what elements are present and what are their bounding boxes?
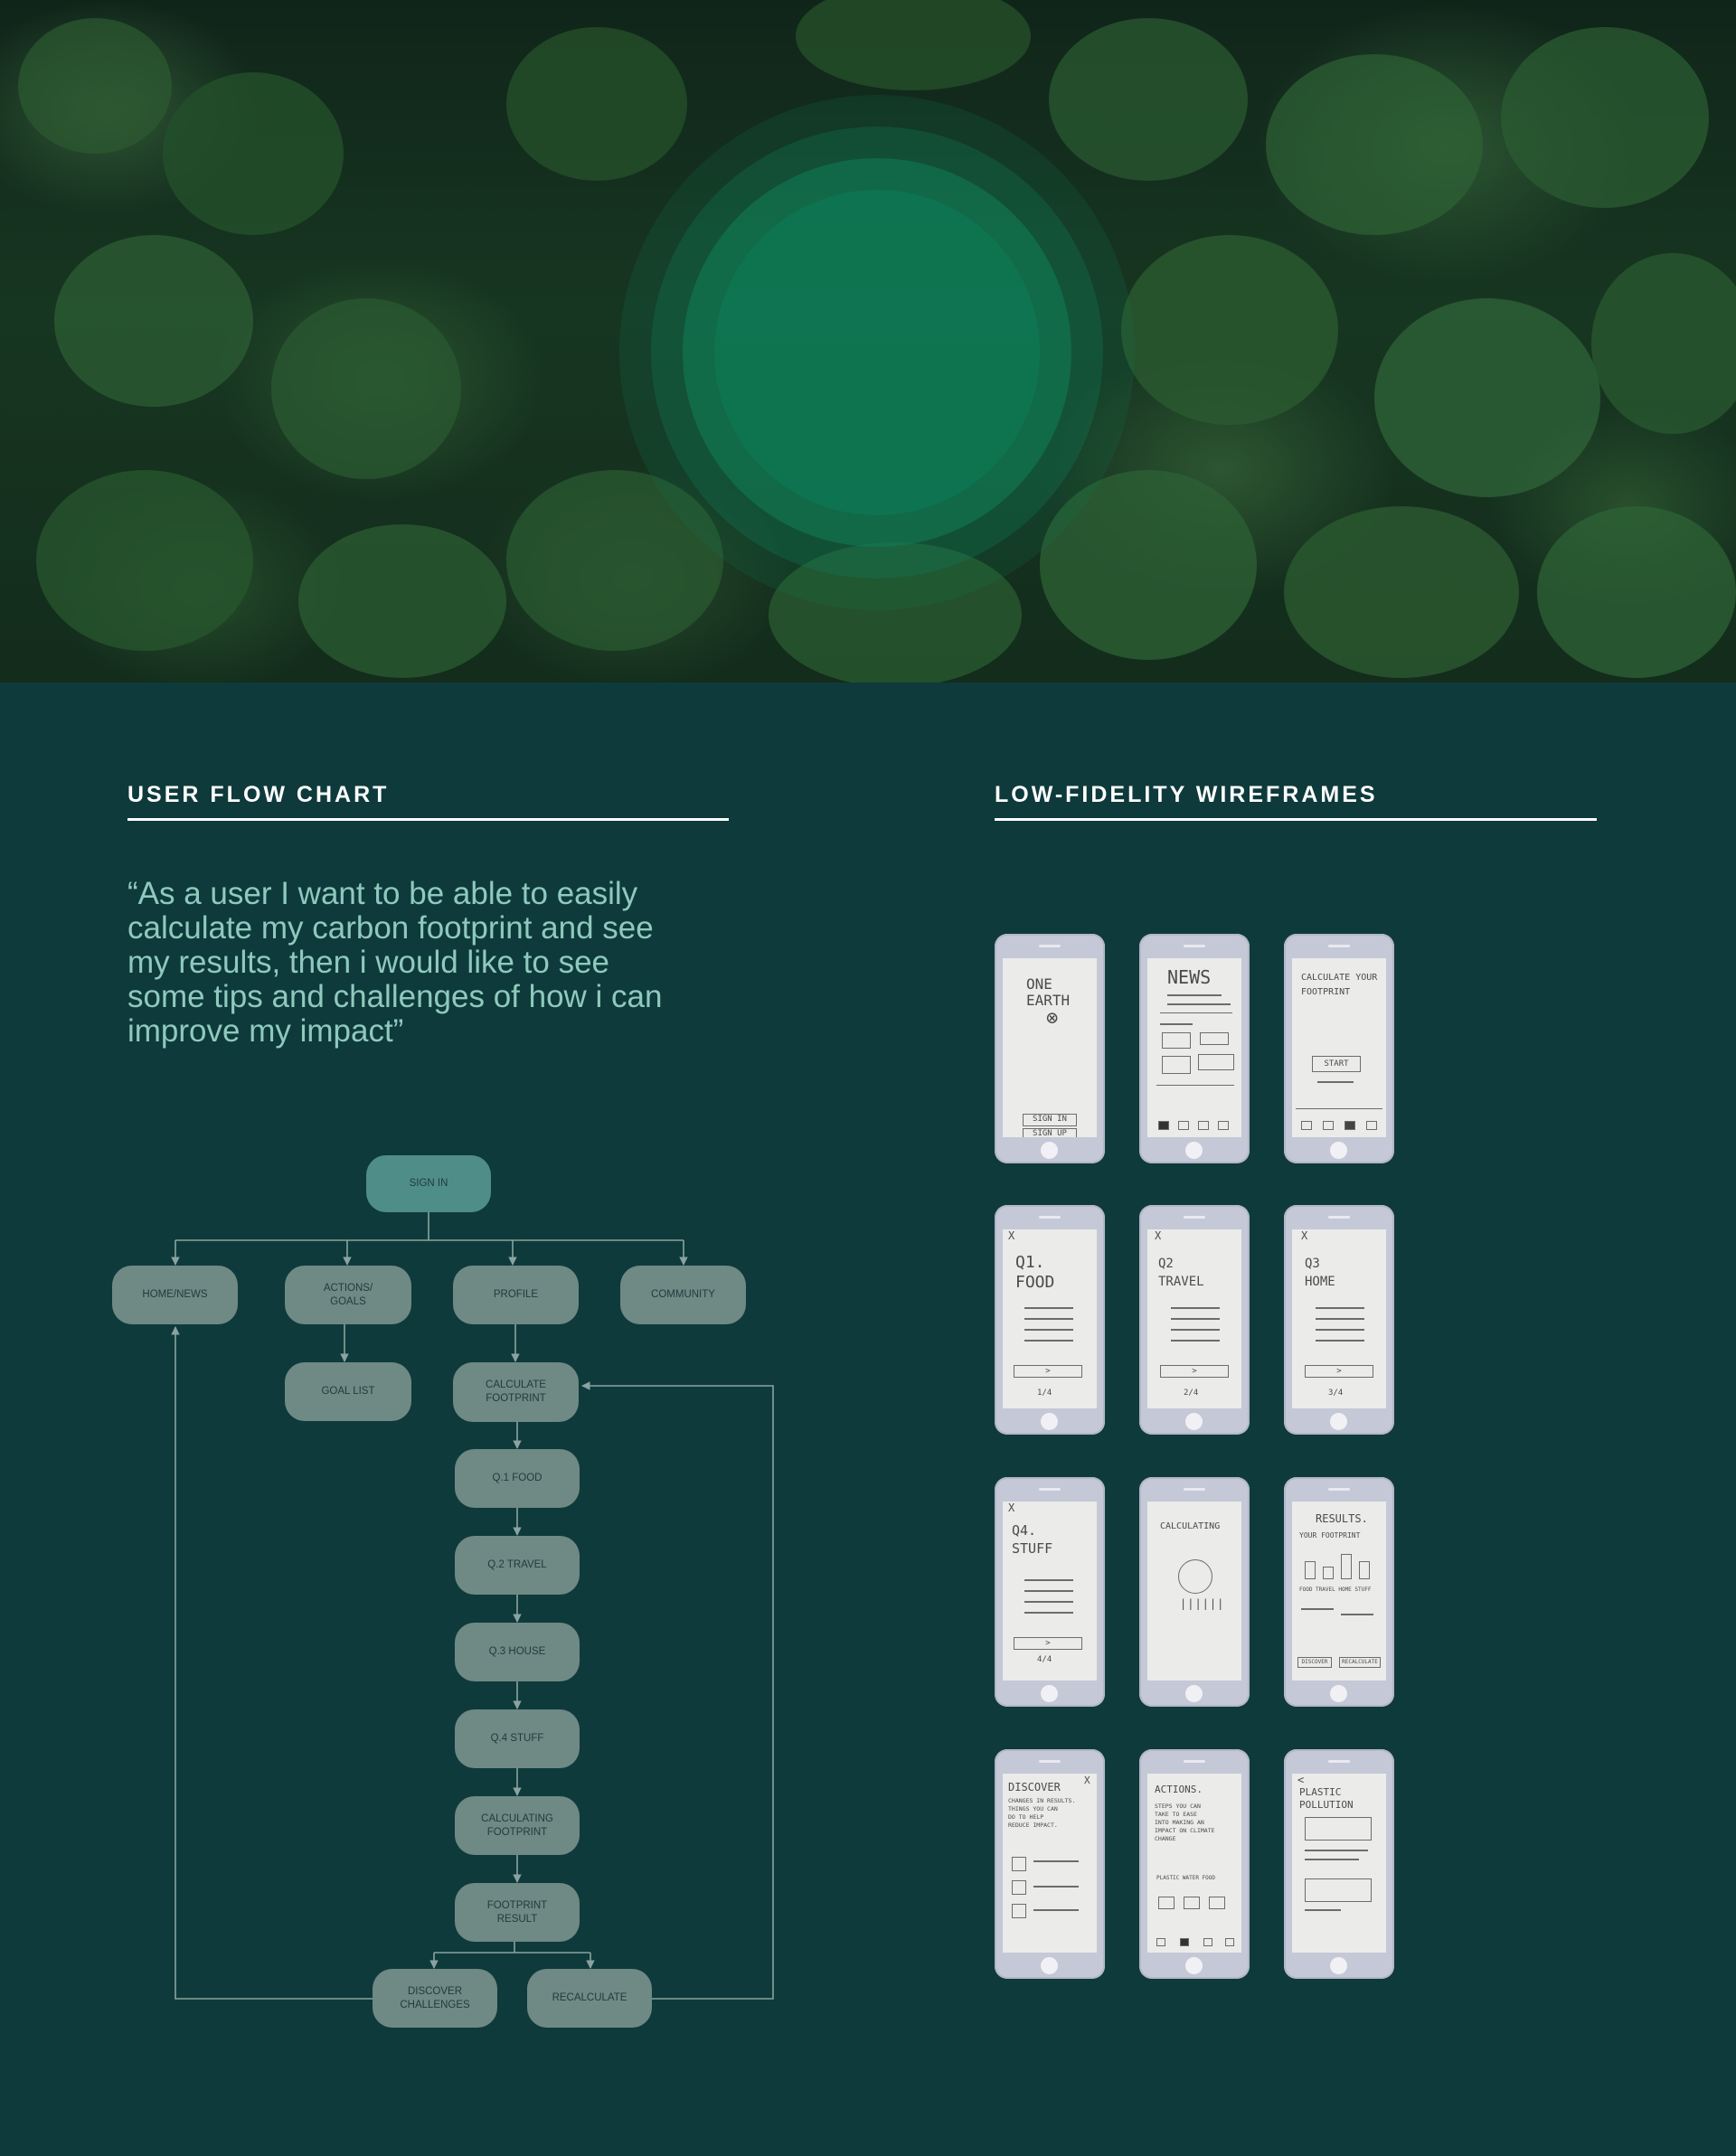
wireframe-title: ACTIONS.	[1155, 1784, 1203, 1795]
sketch-divider	[1156, 1085, 1234, 1086]
sketch-next-button: >	[1160, 1365, 1229, 1378]
phone-home-button	[1041, 1142, 1058, 1159]
wireframe-phone-actions	[1139, 1749, 1250, 1979]
wireframes-heading: LOW-FIDELITY WIREFRAMES	[995, 782, 1378, 807]
sketch-image-box	[1305, 1878, 1372, 1902]
sketch-line	[1024, 1579, 1073, 1581]
sketch-divider	[1296, 1108, 1382, 1109]
flow-node-recalculate: RECALCULATE	[527, 1969, 652, 2028]
sketch-recalculate-button: RECALCULATE	[1339, 1657, 1381, 1668]
flow-node-calculate-footprint: CALCULATE FOOTPRINT	[453, 1362, 579, 1422]
wireframe-phone-news	[1139, 934, 1250, 1163]
tree-canopy	[1501, 27, 1709, 208]
wireframe-screen	[1003, 1502, 1097, 1681]
phone-home-button	[1041, 1413, 1058, 1430]
wireframe-title: NEWS	[1167, 966, 1212, 988]
hero-forest-image	[0, 0, 1736, 683]
phone-speaker	[1328, 1760, 1350, 1763]
phone-speaker	[1184, 1488, 1205, 1491]
sketch-line	[1033, 1886, 1079, 1888]
sketch-tab-icon	[1344, 1121, 1355, 1130]
wireframe-title: Q1. FOOD	[1015, 1253, 1055, 1292]
sketch-tab-icon	[1225, 1938, 1234, 1946]
tree-canopy	[1537, 506, 1736, 678]
phone-speaker	[1328, 945, 1350, 947]
sketch-image-box	[1184, 1897, 1200, 1909]
wireframe-screen	[1003, 1229, 1097, 1408]
sketch-image-box	[1162, 1032, 1191, 1049]
sketch-tab-icon	[1323, 1121, 1334, 1130]
wireframe-screen	[1292, 1774, 1386, 1953]
wireframe-title: Q3 HOME	[1305, 1257, 1335, 1289]
flow-node-home-news: HOME/NEWS	[112, 1266, 238, 1324]
wireframe-phone-plastic-pollution	[1284, 1749, 1394, 1979]
sketch-body-text: STEPS YOU CAN TAKE TO EASE INTO MAKING AN IMPACT ON CLIMATE CHANGE	[1155, 1803, 1215, 1842]
sketch-body-text: CHANGES IN RESULTS. THINGS YOU CAN DO TO HELP REDUCE IMPACT.	[1008, 1797, 1076, 1829]
wireframe-title: PLASTIC POLLUTION	[1299, 1786, 1354, 1811]
sketch-image-box	[1012, 1904, 1026, 1918]
tree-canopy	[54, 235, 253, 407]
connector-recalculate-to-calculate	[582, 1386, 773, 1999]
phone-speaker	[1184, 945, 1205, 947]
sketch-line	[1024, 1601, 1073, 1603]
phone-speaker	[1039, 1488, 1061, 1491]
wireframe-phone-q4-stuff	[995, 1477, 1105, 1707]
wireframe-title: DISCOVER	[1008, 1781, 1061, 1794]
sketch-line	[1171, 1340, 1220, 1342]
tree-canopy	[298, 524, 506, 678]
sketch-discover-button: DISCOVER	[1297, 1657, 1332, 1668]
sketch-image-box	[1200, 1032, 1229, 1045]
flow-node-sign-in: SIGN IN	[366, 1155, 491, 1212]
flow-node-goal-list: GOAL LIST	[285, 1362, 411, 1421]
sketch-image-box	[1012, 1880, 1026, 1895]
flow-node-footprint-result: FOOTPRINT RESULT	[455, 1883, 580, 1942]
tree-canopy	[1591, 253, 1736, 434]
sketch-tab-icon	[1203, 1938, 1212, 1946]
wireframe-phone-discover	[995, 1749, 1105, 1979]
sketch-line	[1024, 1329, 1073, 1331]
phone-speaker	[1328, 1488, 1350, 1491]
sketch-image-box	[1012, 1857, 1026, 1871]
sketch-image-box	[1158, 1897, 1175, 1909]
sketch-sign-up-button: SIGN UP	[1023, 1128, 1077, 1137]
close-icon: X	[1084, 1775, 1090, 1786]
wireframe-title: CALCULATING	[1160, 1521, 1221, 1531]
sketch-line	[1033, 1909, 1079, 1911]
sketch-line	[1167, 994, 1222, 996]
sketch-bar	[1341, 1554, 1352, 1579]
sketch-image-box	[1209, 1897, 1225, 1909]
flow-node-calculating-footprint: CALCULATING FOOTPRINT	[455, 1796, 580, 1855]
wireframe-phone-calculating	[1139, 1477, 1250, 1707]
flow-node-q3-house: Q.3 HOUSE	[455, 1623, 580, 1681]
sketch-next-button: >	[1014, 1365, 1082, 1378]
globe-sketch-icon: ⊗	[1046, 1007, 1059, 1030]
wireframe-screen	[1147, 958, 1241, 1137]
flow-node-actions-goals: ACTIONS/ GOALS	[285, 1266, 411, 1324]
sketch-categories: FOOD TRAVEL HOME STUFF	[1299, 1586, 1372, 1593]
sketch-line	[1317, 1081, 1354, 1083]
phone-home-button	[1330, 1413, 1347, 1430]
sketch-line	[1033, 1860, 1079, 1862]
wireframe-phone-results	[1284, 1477, 1394, 1707]
phone-home-button	[1041, 1685, 1058, 1702]
wireframe-screen	[1147, 1774, 1241, 1953]
phone-home-button	[1330, 1957, 1347, 1974]
wireframe-title: Q2 TRAVEL	[1158, 1257, 1204, 1289]
close-icon: X	[1155, 1229, 1162, 1242]
sketch-page-indicator: 4/4	[1037, 1655, 1052, 1664]
sketch-line	[1305, 1909, 1341, 1911]
phone-speaker	[1184, 1760, 1205, 1763]
sketch-tab-icon	[1218, 1121, 1229, 1130]
sketch-tab-icon	[1301, 1121, 1312, 1130]
close-icon: X	[1301, 1229, 1308, 1242]
phone-home-button	[1041, 1957, 1058, 1974]
sketch-subtitle: YOUR FOOTPRINT	[1299, 1531, 1361, 1539]
wireframe-screen	[1147, 1502, 1241, 1681]
phone-speaker	[1328, 1216, 1350, 1219]
wireframe-phone-q2-travel	[1139, 1205, 1250, 1435]
sketch-line	[1305, 1850, 1368, 1851]
tree-canopy	[1266, 54, 1483, 235]
tree-canopy	[1284, 506, 1519, 678]
wireframe-screen	[1003, 1774, 1097, 1953]
sketch-line	[1171, 1307, 1220, 1309]
sketch-line	[1316, 1340, 1364, 1342]
sketch-start-button: START	[1312, 1056, 1361, 1072]
glow-circle-core	[714, 190, 1040, 515]
sketch-next-button: >	[1305, 1365, 1373, 1378]
phone-home-button	[1330, 1685, 1347, 1702]
sketch-tab-icon	[1180, 1938, 1189, 1946]
flow-node-profile: PROFILE	[453, 1266, 579, 1324]
flow-node-q1-food: Q.1 FOOD	[455, 1449, 580, 1508]
wireframe-title: RESULTS.	[1316, 1512, 1368, 1525]
phone-home-button	[1185, 1957, 1203, 1974]
wireframe-screen	[1292, 1502, 1386, 1681]
sketch-next-button: >	[1014, 1637, 1082, 1650]
sketch-line	[1024, 1318, 1073, 1320]
user-flow-chart-heading: USER FLOW CHART	[127, 782, 390, 807]
tree-canopy	[1049, 18, 1248, 181]
sketch-tab-icon	[1158, 1121, 1169, 1130]
sketch-line	[1024, 1307, 1073, 1309]
wireframe-phone-q1-food	[995, 1205, 1105, 1435]
sketch-divider	[1160, 1012, 1232, 1013]
phone-speaker	[1039, 1216, 1061, 1219]
sketch-line	[1316, 1318, 1364, 1320]
sketch-page-indicator: 3/4	[1328, 1389, 1344, 1398]
wireframe-screen	[1292, 1229, 1386, 1408]
flow-node-q4-stuff: Q.4 STUFF	[455, 1709, 580, 1768]
sketch-line	[1171, 1318, 1220, 1320]
phone-home-button	[1185, 1142, 1203, 1159]
wireframe-phone-sign-in	[995, 934, 1105, 1163]
flow-node-community: COMMUNITY	[620, 1266, 746, 1324]
wireframe-title: Q4. STUFF	[1012, 1522, 1053, 1557]
sketch-tab-icon	[1156, 1938, 1165, 1946]
tree-canopy	[36, 470, 253, 651]
wireframe-screen	[1292, 958, 1386, 1137]
sketch-tab-icon	[1178, 1121, 1189, 1130]
tree-canopy	[271, 298, 461, 479]
user-flow-heading-rule	[127, 818, 729, 821]
connector-discover-to-home	[175, 1327, 373, 1999]
sketch-loading-circle	[1178, 1559, 1212, 1594]
phone-speaker	[1184, 1216, 1205, 1219]
sketch-tab-icon	[1366, 1121, 1377, 1130]
tree-canopy	[506, 27, 687, 181]
phone-speaker	[1039, 1760, 1061, 1763]
close-icon: X	[1008, 1229, 1015, 1242]
sketch-line	[1305, 1859, 1359, 1860]
wireframe-screen	[1003, 958, 1097, 1137]
sketch-tab-icon	[1198, 1121, 1209, 1130]
sketch-line	[1024, 1590, 1073, 1592]
sketch-line	[1316, 1307, 1364, 1309]
back-arrow-icon: <	[1297, 1774, 1305, 1786]
sketch-image-box	[1162, 1056, 1191, 1074]
sketch-bar	[1305, 1561, 1316, 1579]
sketch-line	[1316, 1329, 1364, 1331]
phone-home-button	[1185, 1413, 1203, 1430]
wireframe-screen	[1147, 1229, 1241, 1408]
wireframe-phone-q3-home	[1284, 1205, 1394, 1435]
tree-canopy	[1121, 235, 1338, 425]
flow-node-q2-travel: Q.2 TRAVEL	[455, 1536, 580, 1595]
wireframe-title: ONE EARTH	[1026, 975, 1071, 1009]
user-story-quote: “As a user I want to be able to easily calculate my carbon footprint and see my results, then i would like to see some tips and challenges of how i can improve my impact”	[127, 876, 663, 1049]
sketch-loading-lines: ||||||	[1180, 1597, 1225, 1610]
tree-canopy	[1374, 298, 1600, 497]
tree-canopy	[163, 72, 344, 235]
sketch-page-indicator: 2/4	[1184, 1389, 1199, 1398]
sketch-line	[1301, 1608, 1334, 1610]
sketch-line	[1024, 1612, 1073, 1614]
wireframes-heading-rule	[995, 818, 1597, 821]
wireframe-phone-calculate	[1284, 934, 1394, 1163]
phone-home-button	[1330, 1142, 1347, 1159]
sketch-image-box	[1305, 1817, 1372, 1841]
sketch-line	[1341, 1614, 1373, 1615]
wireframe-title: CALCULATE YOUR FOOTPRINT	[1301, 973, 1378, 997]
flow-node-discover-challenges: DISCOVER CHALLENGES	[373, 1969, 497, 2028]
sketch-line	[1171, 1329, 1220, 1331]
sketch-bar	[1359, 1561, 1370, 1579]
tree-canopy	[18, 18, 172, 154]
sketch-page-indicator: 1/4	[1037, 1389, 1052, 1398]
sketch-line	[1167, 1003, 1231, 1005]
sketch-line	[1024, 1340, 1073, 1342]
sketch-tags: PLASTIC WATER FOOD	[1156, 1875, 1216, 1881]
sketch-image-box	[1198, 1054, 1234, 1070]
sketch-line	[1160, 1023, 1193, 1025]
phone-speaker	[1039, 945, 1061, 947]
phone-home-button	[1185, 1685, 1203, 1702]
close-icon: X	[1008, 1502, 1015, 1514]
sketch-sign-in-button: SIGN IN	[1023, 1114, 1077, 1126]
tree-canopy	[796, 0, 1031, 90]
sketch-bar	[1323, 1567, 1334, 1579]
